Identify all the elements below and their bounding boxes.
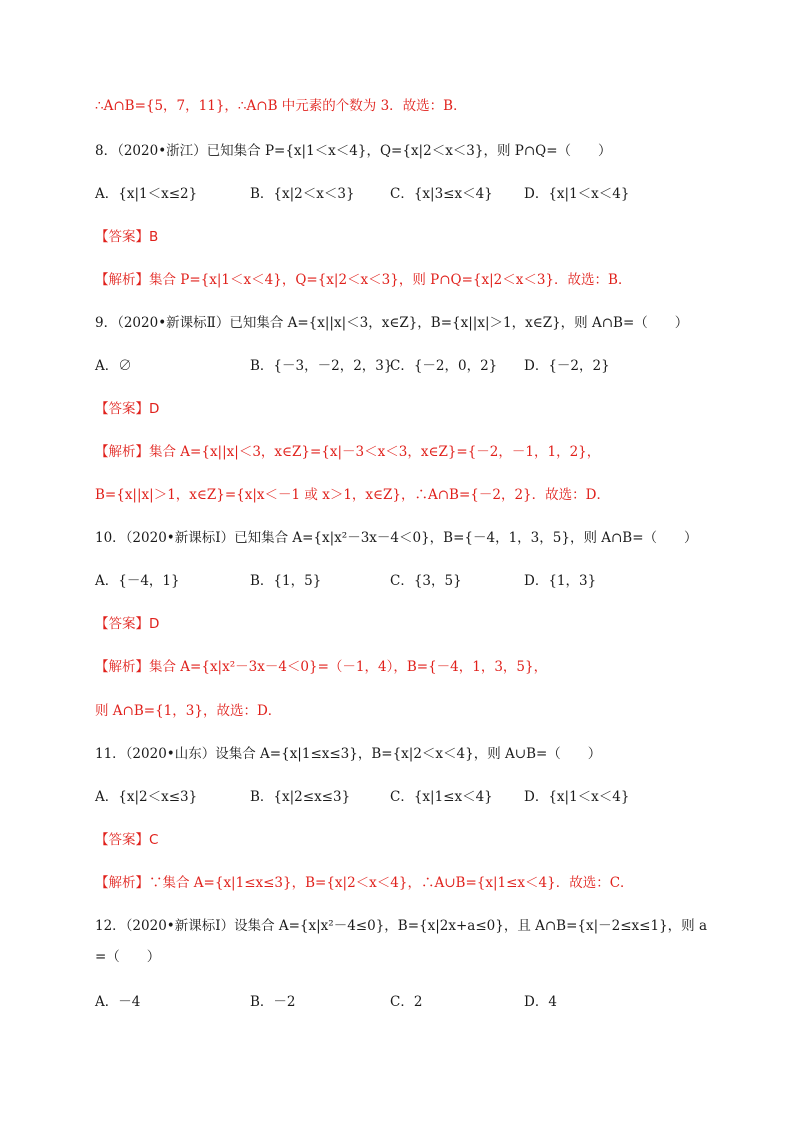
- option-c: C．{3，5}: [390, 573, 462, 589]
- option-c: C．2: [390, 994, 423, 1010]
- option-b: B．{1，5}: [250, 573, 322, 589]
- option-a: A．∅: [95, 358, 132, 374]
- question-10-analysis-line-1: 【解析】集合 A={x|x²－3x－4＜0}=（－1，4），B={－4，1，3，5}，: [95, 659, 548, 675]
- option-d: D．{1，3}: [524, 573, 597, 589]
- question-10-analysis-line-2: 则 A∩B={1，3}，故选：D．: [95, 703, 282, 719]
- option-a: A．{x|2＜x≤3}: [95, 789, 198, 805]
- question-10-stem: 10．（2020•新课标Ⅰ）已知集合 A={x|x²－3x－4＜0}，B={－4，1，3，5}，则 A∩B=（ ）: [95, 530, 698, 546]
- option-d: D．4: [524, 994, 557, 1010]
- question-11-analysis: 【解析】∵集合 A={x|1≤x≤3}，B={x|2＜x＜4}，∴A∪B={x|1≤x＜4}．故选：C．: [95, 875, 634, 891]
- question-12-stem-line-2: =（ ）: [95, 949, 161, 965]
- question-9-analysis-line-2: B={x||x|＞1，x∈Z}={x|x＜－1 或 x＞1，x∈Z}，∴A∩B={－2，2}．故选：D．: [95, 487, 610, 503]
- option-a: A．－4: [95, 994, 141, 1010]
- question-11-stem: 11．（2020•山东）设集合 A={x|1≤x≤3}，B={x|2＜x＜4}，则 A∪B=（ ）: [95, 746, 602, 762]
- option-a: A．{x|1＜x≤2}: [95, 186, 198, 202]
- question-9-analysis-line-1: 【解析】集合 A={x||x|＜3，x∈Z}={x|－3＜x＜3，x∈Z}={－2，－1，1，2}，: [95, 444, 601, 460]
- question-8-answer: 【答案】B: [95, 229, 159, 245]
- option-c: C．{x|3≤x＜4}: [390, 186, 493, 202]
- option-d: D．{x|1＜x＜4}: [524, 186, 630, 202]
- option-c: C．{－2，0，2}: [390, 358, 498, 374]
- option-b: B．{－3，－2，2，3}: [250, 358, 393, 374]
- option-c: C．{x|1≤x＜4}: [390, 789, 493, 805]
- question-9-answer: 【答案】D: [95, 401, 160, 417]
- option-d: D．{－2，2}: [524, 358, 610, 374]
- previous-analysis-tail: ∴A∩B={5，7，11}，∴A∩B 中元素的个数为 3．故选：B．: [95, 98, 467, 114]
- option-d: D．{x|1＜x＜4}: [524, 789, 630, 805]
- option-b: B．{x|2＜x＜3}: [250, 186, 355, 202]
- option-b: B．－2: [250, 994, 296, 1010]
- option-a: A．{－4，1}: [95, 573, 180, 589]
- question-8-stem: 8．（2020•浙江）已知集合 P={x|1＜x＜4}，Q={x|2＜x＜3}，则 P∩Q=（ ）: [95, 143, 612, 159]
- question-12-stem-line-1: 12．（2020•新课标Ⅰ）设集合 A={x|x²－4≤0}，B={x|2x+a≤0}，且 A∩B={x|－2≤x≤1}，则 a: [95, 918, 708, 934]
- option-b: B．{x|2≤x≤3}: [250, 789, 351, 805]
- question-10-answer: 【答案】D: [95, 616, 160, 632]
- question-11-answer: 【答案】C: [95, 832, 159, 848]
- question-9-stem: 9．（2020•新课标Ⅱ）已知集合 A={x||x|＜3，x∈Z}，B={x||x|＞1，x∈Z}，则 A∩B=（ ）: [95, 315, 689, 331]
- question-8-analysis: 【解析】集合 P={x|1＜x＜4}，Q={x|2＜x＜3}，则 P∩Q={x|2＜x＜3}．故选：B．: [95, 272, 632, 288]
